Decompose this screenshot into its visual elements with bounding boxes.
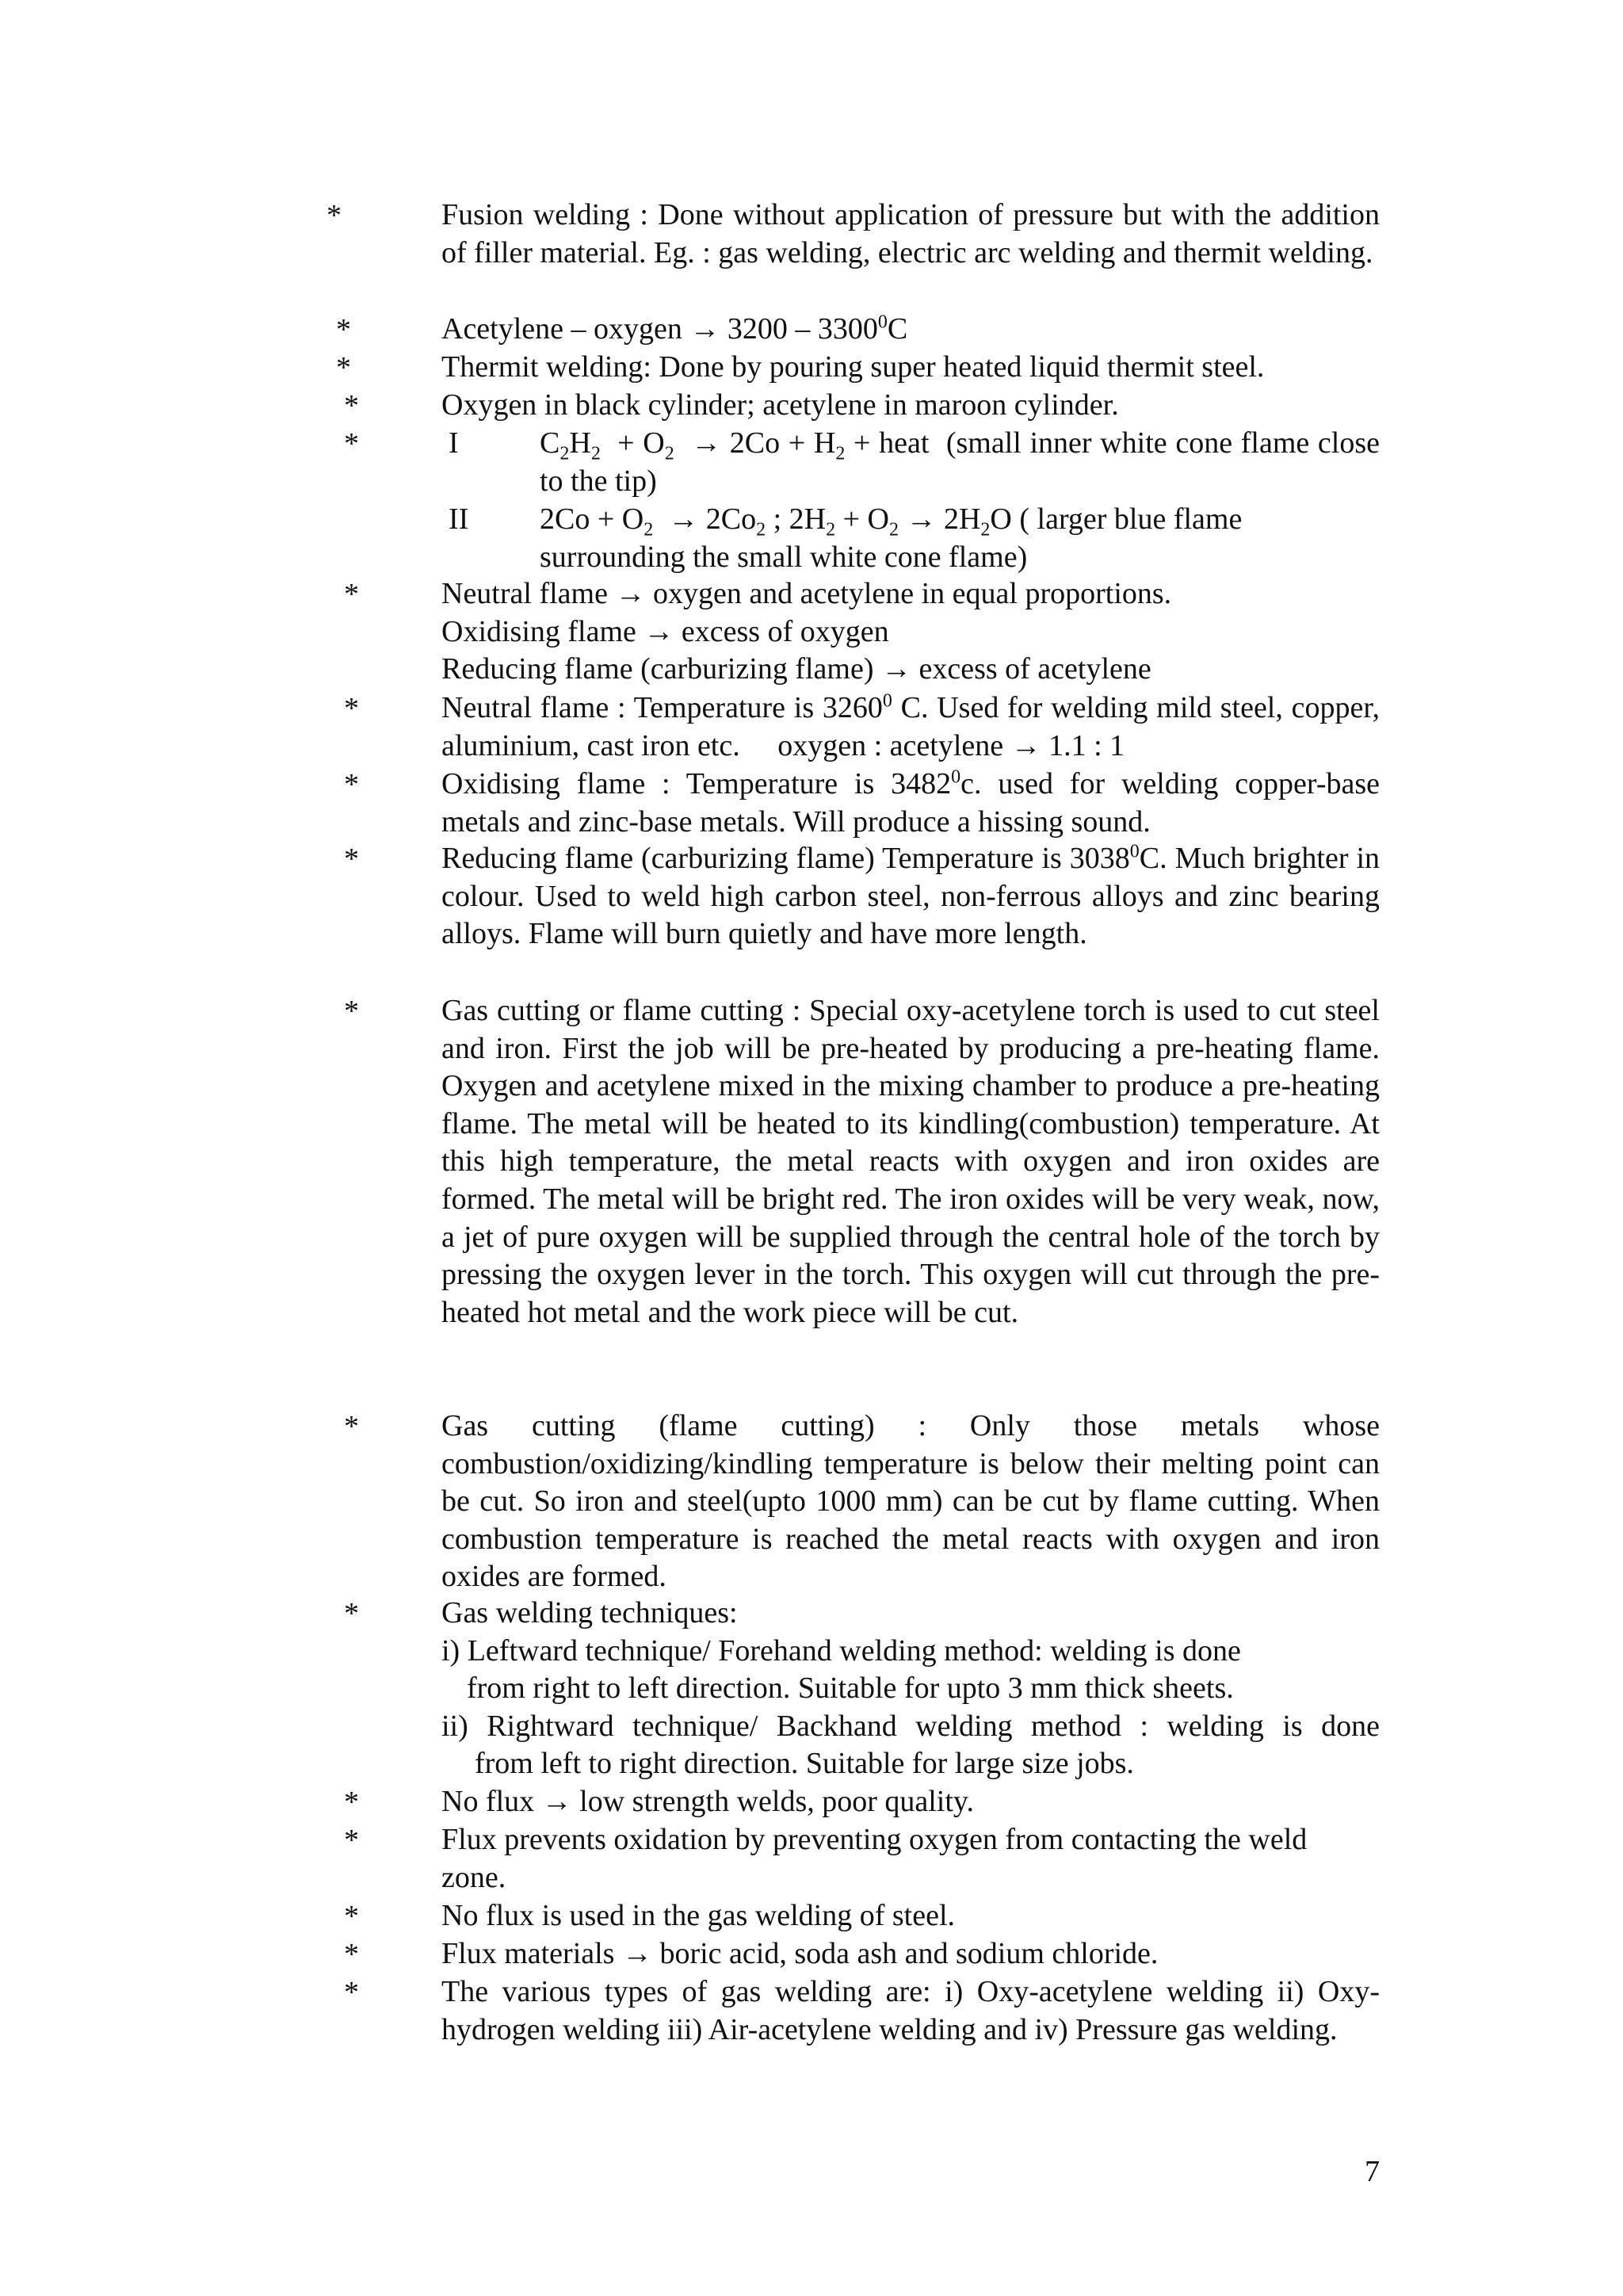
acetylene-temp-a: Acetylene – oxygen → 3200 – 3300	[441, 312, 878, 346]
acetylene-temp	[441, 311, 1380, 349]
acetylene-temp-sup: 0	[877, 311, 888, 333]
bullet-flux-materials: *	[344, 1938, 359, 1971]
neutral-flame-text	[441, 690, 1388, 765]
flame-neutral: Neutral flame → oxygen and acetylene in equal proportions.	[441, 577, 1172, 610]
reaction-stage-1-row	[449, 425, 1380, 500]
bullet-types: *	[344, 1976, 359, 2009]
reaction-stage-2-text: $2Co + O_2 \to 2Co_2$ ; $2H_2 + O_2 \to 2H_2O$ ( larger blue flame surrounding the small white cone flame)	[540, 502, 1243, 574]
gas-welding-types-text: The various types of gas welding are: i) Oxy-acetylene welding ii) Oxy-hydrogen welding iii) Air-acetylene welding and iv) Pressure gas welding.	[441, 1975, 1380, 2046]
thermit-welding-text: Thermit welding: Done by pouring super heated liquid thermit steel.	[441, 350, 1265, 384]
no-flux-steel-text: No flux is used in the gas welding of steel.	[441, 1899, 956, 1932]
reducing-flame-sup: 0	[1129, 841, 1140, 862]
neutral-flame-sup: 0	[882, 690, 892, 712]
bullet-gas-cutting-2: *	[344, 1410, 359, 1443]
bullet-reducing: *	[344, 842, 359, 876]
technique-rightward-line1: ii) Rightward technique/ Backhand welding method : welding is done	[441, 1709, 1380, 1743]
no-flux-text: No flux → low strength welds, poor quality.	[441, 1785, 974, 1818]
bullet-acetylene: *	[336, 313, 351, 346]
flame-types	[441, 575, 1380, 689]
technique-leftward-line2: from right to left direction. Suitable for upto 3 mm thick sheets.	[467, 1671, 1234, 1706]
technique-rightward-line2: from left to right direction. Suitable for large size jobs.	[475, 1747, 1134, 1781]
bullet-flames: *	[344, 578, 359, 611]
flux-materials-text: Flux materials → boric acid, soda ash and sodium chloride.	[441, 1937, 1159, 1970]
oxidising-flame-b: c. used for welding copper-base metals and zinc-base metals. Will produce a hissing sound.	[441, 767, 1380, 839]
gas-cutting-text-2: Gas cutting (flame cutting) : Only those metals whose combustion/oxidizing/kindling temperature is below their melting point can be cut. So iron and steel(upto 1000 mm) can be cut by flame cutting. When combustion temperature is reached the metal reacts with oxygen and iron oxides are formed.	[441, 1409, 1380, 1594]
reaction-stage-2	[449, 501, 1380, 576]
fusion-welding-text: Fusion welding : Done without application of pressure but with the addition of filler material. Eg. : gas welding, electric arc welding and thermit welding.	[441, 198, 1380, 269]
reaction-stage-1-text: $C_2H_2 + O_2 \to 2Co + H_2$ + heat (small inner white cone flame close to the tip)	[540, 426, 1381, 498]
oxidising-flame-text	[441, 766, 1380, 841]
flame-oxidising: Oxidising flame → excess of oxygen	[441, 614, 889, 648]
bullet-oxidising: *	[344, 768, 359, 801]
technique-leftward-line1: i) Leftward technique/ Forehand welding method: welding is done	[441, 1633, 1241, 1668]
reaction-stage-1-note: (small inner white cone flame close to the tip)	[540, 426, 1381, 498]
bullet-thermit: *	[336, 351, 351, 384]
page-number: 7	[1365, 2155, 1380, 2188]
bullet-techniques: *	[344, 1597, 359, 1630]
neutral-flame-b: C. Used for welding mild steel, copper, aluminium, cast iron etc. oxygen : acetylene → 1.1 : 1	[441, 691, 1388, 762]
bullet-cylinder: *	[344, 389, 359, 422]
reducing-flame-text	[441, 840, 1380, 953]
flame-reducing: Reducing flame (carburizing flame) → excess of acetylene	[441, 652, 1151, 686]
oxidising-flame-a: Oxidising flame : Temperature is 3482	[441, 767, 952, 800]
bullet-no-flux: *	[344, 1786, 359, 1819]
gas-welding-techniques	[441, 1595, 1380, 1783]
techniques-title: Gas welding techniques:	[441, 1596, 738, 1629]
gas-cutting-text-1: Gas cutting or flame cutting : Special oxy-acetylene torch is used to cut steel and iron. First the job will be pre-heated by producing a pre-heating flame. Oxygen and acetylene mixed in the mixing chamber to produce a pre-heating flame. The metal will be heated to its kindling(combustion) temperature. At this high temperature, the metal reacts with oxygen and iron oxides are formed. The metal will be bright red. The iron oxides will be very weak, now, a jet of pure oxygen will be supplied through the central hole of the torch by pressing the oxygen lever in the torch. This oxygen will cut through the pre-heated hot metal and the work piece will be cut.	[441, 994, 1380, 1329]
bullet-fusion: *	[327, 199, 342, 232]
neutral-flame-a: Neutral flame : Temperature is 3260	[441, 691, 883, 724]
cylinder-text: Oxygen in black cylinder; acetylene in maroon cylinder.	[441, 388, 1119, 422]
bullet-gas-cutting-1: *	[344, 995, 359, 1028]
reaction-stage-1	[449, 425, 1380, 500]
bullet-no-flux-steel: *	[344, 1900, 359, 1933]
reducing-flame-a: Reducing flame (carburizing flame) Temperature is 3038	[441, 842, 1130, 875]
acetylene-temp-b: C	[887, 312, 908, 346]
bullet-reactions: *	[344, 427, 359, 460]
reaction-stage-2-note: ( larger blue flame surrounding the small white cone flame)	[540, 502, 1243, 574]
bullet-flux-prevents: *	[344, 1824, 359, 1857]
reaction-stage-2-label: II	[449, 502, 469, 536]
flux-prevents-text: Flux prevents oxidation by preventing oxygen from contacting the weld zone.	[441, 1823, 1308, 1894]
reaction-stage-1-label: I	[449, 426, 459, 460]
bullet-neutral: *	[344, 692, 359, 725]
reducing-flame-b: C. Much brighter in colour. Used to weld high carbon steel, non-ferrous alloys and zinc bearing alloys. Flame will burn quietly and have more length.	[441, 842, 1380, 951]
reaction-stage-2-row	[449, 501, 1380, 576]
oxidising-flame-sup: 0	[951, 766, 961, 788]
